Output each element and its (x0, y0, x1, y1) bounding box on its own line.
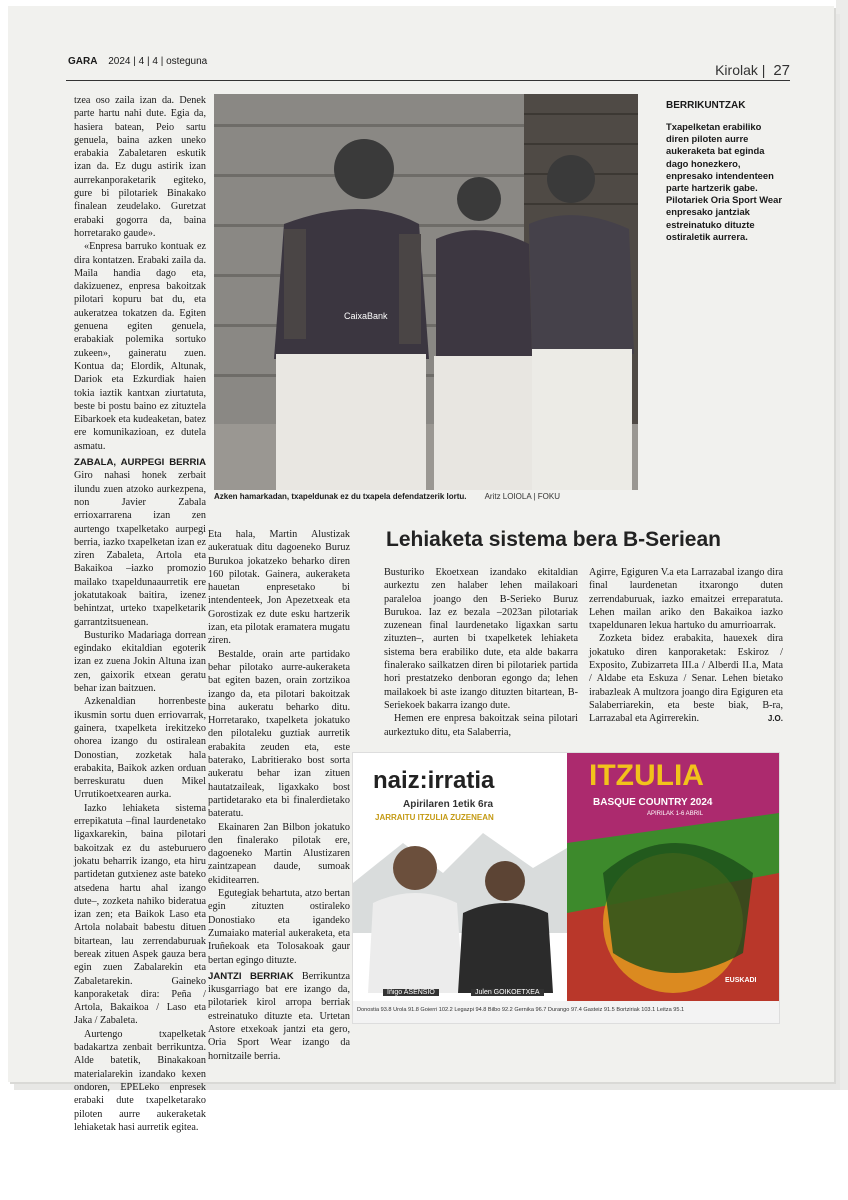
article-2-headline: Lehiaketa sistema bera B-Seriean (386, 528, 721, 551)
itzulia-dates: APIRILAK 1-6 ABRIL (647, 811, 704, 817)
paragraph: tzea oso zaila izan da. Denek parte hartu nahi dute. Egia da, hasiera batean, Peio sartu genuela, baina azken uneko erabakia Zabaletaren eskutik izan da. Ez dugu astirik izan aurrekanporaketarik egiteko, gure bi pilotariek Binakako finalean zeudelako. Guretzat erabaki gogorra da, baina horretarako gaude». (74, 95, 206, 239)
paragraph: Busturiko Ekoetxean izandako ekitaldian aurkeztu zen halaber lehen mailakoari paraleloa joango den B-Serieko Buruz Burukoa. Iaz ez bezala –2023an pilotariak zuzenean final laurdenetako ligaxkan sartu zituzten–, aurten bi txapelketek lehiaketa sistema bera erabiliko dute, eta alde bakarra finalerako sailkatzen diren bi pilotariek partida hori prestatzeko denboran egongo da; lehen mailakoek bi aste izango dituzten bitartean, B-Seriekoek bakarra izango dute. (384, 567, 578, 711)
paragraph: «Enpresa barruko kontuak ez dira kontatzen. Erabaki zaila da. Maila handia dago eta, dakizuenez, enpresa bakoitzak pilotari kopuru bat du, eta aukeratzea tokatzen da. Egiten genuena egiten genuela, erabakiak polemika sortuko zukeen», gaineratu zuen. Kontua da; Elordik, Altunak, Dariok eta Ezkurdiak haien tokia iaztik kantxan ziurtatuta, beste bi postu baino ez zituztela Eibarkoek eta kudeaketan, batez ere komunikazioan, ez dutela asmatu. (74, 241, 206, 452)
subheading: JANTZI BERRIAK (208, 970, 294, 982)
frequency-list: Donostia 93.8 Urola 91.8 Goierri 102.2 Legazpi 94.8 Bilbo 92.2 Gernika 96.7 Durango 97.4 Gasteiz 91.5 Bortziriak 103.1 Leitza 95.1 (357, 1007, 685, 1013)
author-signature: J.O. (767, 714, 783, 724)
section-name: Kirolak (715, 62, 758, 78)
article-2-column-1 (384, 566, 578, 739)
paragraph: Ekainaren 2an Bilbon jokatuko den finalerako pilotak ere, dagoeneko Martin Alustizaren zaintzapean daude, sumoak ekiditearren. (208, 821, 350, 886)
header-left (68, 56, 207, 67)
paragraph: Agirre, Egiguren V.a eta Larrazabal izango dira final laurdenetan itxarongo duten zerrendaburuak, iazko emaitzei erreparatuta. Lehen mailan ariko den Bakaikoa iazko txapeldunaren lekua hartuko du amurrioarrak. (589, 567, 783, 632)
paragraph: Bestalde, orain arte partidako behar pilotako aurre-aukeraketa bat egiten bazen, orain zortzikoa izango da, eta pilotari bakoitzak bina aukeratu beharko ditu. Horretarako, txapelketa jokatuko den pilotaleku guztiak aurretik erabakita zeuden eta, este baterako, Labritierako bost sorta aukeratu behar izan zituen hautatzaileak, ligaxkako bost partidetarako eta bi finalerdietako bateratu. (208, 648, 350, 820)
issue-date: 2024 | 4 | 4 | osteguna (108, 56, 208, 67)
presenter-2: Julen GOIKOETXEA (471, 989, 544, 996)
paragraph: Aurtengo txapelketak badakartza zenbait berrikuntza. Alde batetik, Binakakoan materialarekin izandako kexen ondoren, EPELeko enpresek erabaki dute txapelketarako piloten aurre aukeraketak lehiaketak hasi aurretik egitea. (74, 1028, 206, 1133)
paragraph-text: Giro nahasi honek zerbait ilundu zuen atzoko aurkezpena, non Javier Zabala errioxarrarena izan zen aurtengo txapelketako aurpegi berria, iazko txapelketan izan ez ziren Zabaleta, Artola eta Bakaikoa –iazko promozio mailako txapeldunaaurretik ere jokatutakoak baitira, izenez behintzat, urteko txapelketarik garrantzitsuenean. (74, 470, 206, 628)
paragraph: Eta hala, Martin Alustizak aukeratuak ditu dagoeneko Buruz Burukoa jokatzeko beharko diren 160 pilotak. Gainera, aukeraketa hauetan enpresetako bi intendenteek, Jon Apezetxeak eta Gorostizak ez dute esku hartzerik izan, eta pilotak eramatera mugatu ziren. (208, 529, 350, 647)
paragraph: Azkenaldian horrenbeste ikusmin sortu duen erriovarrak, gainera, txapelketa irekitzeko ohorea izango du ostiralean Donostian, zozketak hala erabakita, Baikok azken orduan berreskuratu duen Mikel Urrutikoetxearen aurka. (74, 696, 206, 801)
photo-caption (214, 492, 638, 501)
sidebar-box (666, 100, 786, 243)
header-rule (66, 80, 790, 81)
ad-sub-line: JARRAITU ITZULIA ZUZENEAN (375, 813, 494, 822)
players-photo (214, 94, 638, 490)
paragraph: Egutegiak behartuta, atzo bertan egin zituzten ostiraleko Donostiako eta igandeko Zumaiako material aukeraketa, eta Iruñekoak eta Tolosakoak gaur bertan egingo dituzte. (208, 888, 350, 966)
adjacent-page-edge (836, 0, 848, 1090)
paragraph (208, 970, 350, 1063)
article-column-2 (208, 528, 350, 1063)
paragraph-text: Berrikuntza ikusgarriago bat ere izango da, pilotariek kirol arropa berriak estreinatuko dituzte eta. Urtetan Astore etxekoak jantzi eta gero, Oria Sport Wear izango da hornitzaile berria. (208, 970, 350, 1062)
main-photo (214, 94, 638, 490)
sidebar-title: BERRIKUNTZAK (666, 100, 746, 111)
paragraph: Busturiko Madariaga dorrean egindako ekitaldian egoterik izan ez zuena Jokin Altuna izan zen, gaixorik etxean geratu behar izan baitzuen. (74, 629, 206, 695)
shirt-sponsor: CaixaBank (344, 311, 388, 321)
basque-country-label: BASQUE COUNTRY 2024 (593, 797, 713, 808)
paragraph: Hemen ere enpresa bakoitzak seina pilotari aurkeztuko ditu, eta Salaberria, (384, 713, 578, 738)
article-column-1 (74, 94, 206, 1134)
itzulia-title: ITZULIA (589, 759, 704, 792)
paragraph-text: Zozketa bidez erabakita, hauexek dira jokatuko diren kanporaketak: Eskiroz / Exposito, Zubizarreta III.a / Alberdi II.a, Mata / Aldabe eta Eskuza / Senar. Lehen bietako irabazleak A multzora joango dira Egiguren eta Salaberriarekin, eta beste biak, B-ra, Larrazabal eta Agirrerekin. (589, 633, 783, 725)
page-number: 27 (773, 62, 790, 79)
euskadi-label: EUSKADI (725, 977, 757, 984)
paper-name: GARA (68, 56, 98, 67)
sidebar-body: Txapelketan erabiliko diren piloten aurre aukeraketa bat eginda dago honezkero, enpresako intendenteen parte hartzerik gabe. Pilotariek Oria Sport Wear enpresako jantziak estreinatuko dituzte ostiraletik aurrera. (666, 121, 783, 242)
article-2-column-2 (589, 566, 783, 726)
presenter-1: Iñigo ASENSIO (383, 989, 439, 996)
advertisement (352, 752, 780, 1024)
photo-credit: Aritz LOIOLA | FOKU (484, 492, 560, 501)
paragraph (74, 456, 206, 629)
subheading: ZABALA, AURPEGI BERRIA (74, 457, 206, 469)
paragraph (589, 632, 783, 725)
ad-brand: naiz:irratia (373, 767, 495, 794)
header-right: Kirolak | 27 (715, 62, 790, 79)
paragraph: Iazko lehiaketa sistema errepikatuta –final laurdenetako ligaxkarekin, baina pilotari bakoitzak ez du asteburuero jokatu beharrik izango, eta hiru partidetan gutxienez aste bateko atsedena hartu ahal izango dute–, zozketa nahiko bideratua izan zen; eta Baikok Laso eta Artola nolabait babestu dituen bitartean, lau zerrendaburuak bereak zituen Aspek gauza bera egin zuen Zabalarekin eta Zabaletarekin. Gaineko kanporaketak dira: Peña / Artola, Bakaikoa / Laso eta Jaka / Zabaleta. (74, 802, 206, 1027)
ad-date-line: Apirilaren 1etik 6ra (403, 799, 494, 810)
caption-text: Azken hamarkadan, txapeldunak ez du txapela defendatzerik lortu. (214, 492, 467, 501)
